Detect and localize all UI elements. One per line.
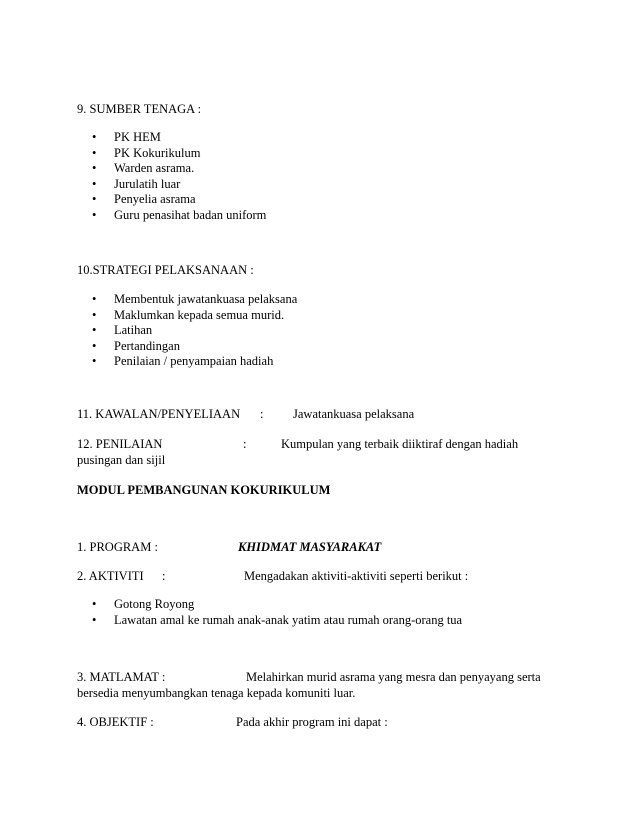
activity-label: 2. AKTIVITI bbox=[77, 569, 144, 583]
list-item: • Membentuk jawatankuasa pelaksana bbox=[92, 292, 298, 306]
list-item: • Guru penasihat badan uniform bbox=[92, 207, 267, 222]
list-item: • PK Kokurikulum bbox=[92, 145, 201, 160]
section-12-colon: : bbox=[243, 437, 247, 451]
list-item: • Penyelia asrama bbox=[92, 192, 196, 207]
list-item: • Jurulatih luar bbox=[92, 176, 181, 191]
section-11-label: 11. KAWALAN/PENYELIAAN bbox=[77, 407, 241, 421]
goal-label: 3. MATLAMAT : bbox=[77, 670, 166, 684]
module-title: MODUL PEMBANGUNAN KOKURIKULUM bbox=[77, 483, 331, 497]
section-12-continuation: pusingan dan sijil bbox=[77, 453, 166, 467]
goal-continuation: bersedia menyumbangkan tenaga kepada komuniti luar. bbox=[77, 686, 356, 700]
list-item: • Pertandingan bbox=[92, 338, 180, 353]
list-item: • PK HEM bbox=[92, 130, 161, 144]
program-value: KHIDMAT MASYARAKAT bbox=[238, 540, 382, 554]
program-label: 1. PROGRAM : bbox=[77, 540, 158, 554]
section-12-value: Kumpulan yang terbaik diiktiraf dengan hadiah bbox=[281, 437, 519, 451]
goal-value: Melahirkan murid asrama yang mesra dan penyayang serta bbox=[246, 670, 541, 684]
list-item: • Latihan bbox=[92, 323, 153, 338]
section-10-list bbox=[92, 292, 297, 370]
activity-value: Mengadakan aktiviti-aktiviti seperti berikut : bbox=[244, 569, 469, 583]
section-12-label: 12. PENILAIAN bbox=[77, 437, 163, 451]
section-9-list bbox=[92, 130, 266, 224]
activity-list bbox=[92, 597, 462, 628]
list-item: • Gotong Royong bbox=[92, 597, 195, 611]
section-11-colon: : bbox=[260, 407, 264, 421]
section-10-heading: 10.STRATEGI PELAKSANAAN : bbox=[77, 263, 254, 277]
list-item: • Warden asrama. bbox=[92, 161, 195, 176]
list-item: • Penilaian / penyampaian hadiah bbox=[92, 354, 274, 369]
objective-value: Pada akhir program ini dapat : bbox=[236, 715, 388, 729]
activity-colon: : bbox=[162, 569, 166, 583]
list-item: • Maklumkan kepada semua murid. bbox=[92, 307, 285, 322]
section-11-value: Jawatankuasa pelaksana bbox=[293, 407, 415, 421]
objective-label: 4. OBJEKTIF : bbox=[77, 715, 154, 729]
list-item: • Lawatan amal ke rumah anak-anak yatim atau rumah orang-orang tua bbox=[92, 612, 463, 627]
section-9-heading: 9. SUMBER TENAGA : bbox=[77, 102, 202, 116]
